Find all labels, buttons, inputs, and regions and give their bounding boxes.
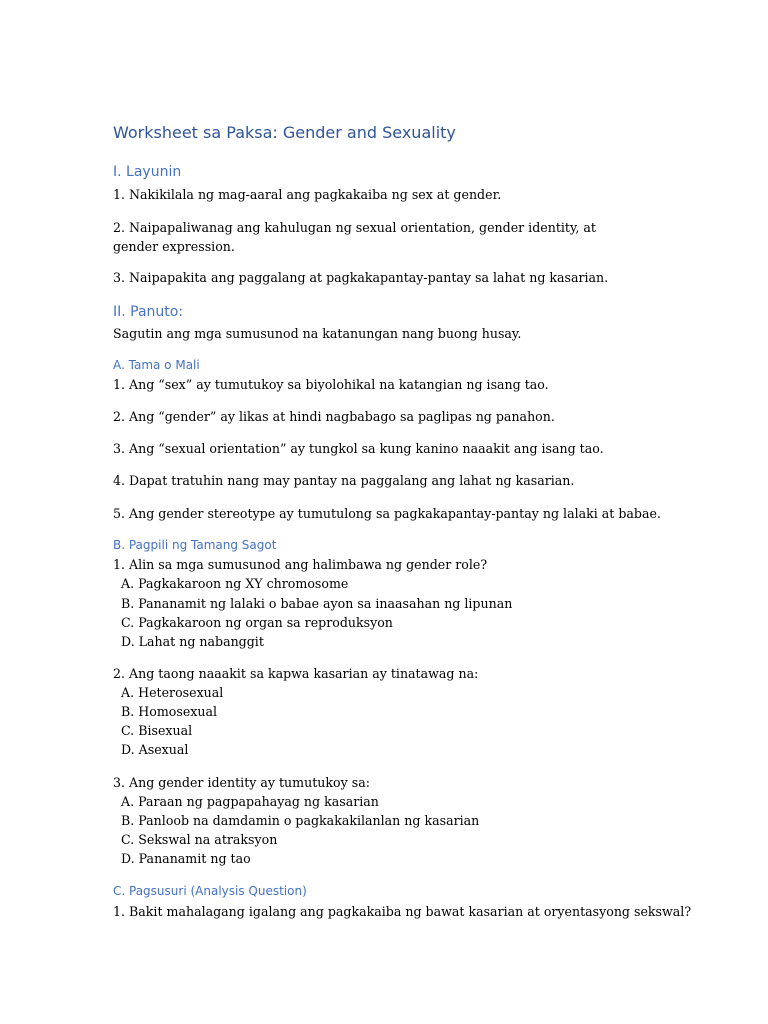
answer-option: C. Sekswal na atraksyon [121,832,278,847]
document-title: Worksheet sa Paksa: Gender and Sexuality [113,123,456,142]
heading-pagpili: B. Pagpili ng Tamang Sagot [113,538,277,552]
question-text: 1. Alin sa mga sumusunod ang halimbawa ng gender role? [113,557,488,572]
panuto-text: Sagutin ang mga sumusunod na katanungan nang buong husay. [113,326,522,341]
answer-option: A. Heterosexual [121,685,224,700]
tama-o-mali-item-3: 3. Ang “sexual orientation” ay tungkol sa kung kanino naaakit ang isang tao. [113,441,604,456]
answer-option: A. Pagkakaroon ng XY chromosome [121,576,349,591]
heading-layunin: I. Layunin [113,164,182,180]
answer-option: D. Lahat ng nabanggit [121,634,264,649]
question-text: 3. Ang gender identity ay tumutukoy sa: [113,775,370,790]
heading-panuto: II. Panuto: [113,304,184,320]
tama-o-mali-item-4: 4. Dapat tratuhin nang may pantay na paggalang ang lahat ng kasarian. [113,473,575,488]
heading-pagsusuri: C. Pagsusuri (Analysis Question) [113,884,307,898]
answer-option: C. Bisexual [121,723,193,738]
tama-o-mali-item-5: 5. Ang gender stereotype ay tumutulong sa pagkakapantay-pantay ng lalaki at babae. [113,506,661,521]
answer-option: B. Homosexual [121,704,218,719]
answer-option: D. Asexual [121,742,189,757]
answer-option: B. Pananamit ng lalaki o babae ayon sa inaasahan ng lipunan [121,596,513,611]
layunin-item-3: 3. Naipapakita ang paggalang at pagkakapantay-pantay sa lahat ng kasarian. [113,270,609,285]
question-text: 2. Ang taong naaakit sa kapwa kasarian ay tinatawag na: [113,666,479,681]
tama-o-mali-item-1: 1. Ang “sex” ay tumutukoy sa biyolohikal na katangian ng isang tao. [113,377,549,392]
layunin-item-2: 2. Naipapaliwanag ang kahulugan ng sexual orientation, gender identity, at gender expression. [113,220,596,254]
tama-o-mali-item-2: 2. Ang “gender” ay likas at hindi nagbabago sa paglipas ng panahon. [113,409,555,424]
answer-option: B. Panloob na damdamin o pagkakakilanlan ng kasarian [121,813,480,828]
pagsusuri-item-1: 1. Bakit mahalagang igalang ang pagkakaiba ng bawat kasarian at oryentasyong sekswal? [113,904,692,919]
layunin-item-1: 1. Nakikilala ng mag-aaral ang pagkakaiba ng sex at gender. [113,187,502,202]
answer-option: A. Paraan ng pagpapahayag ng kasarian [121,794,379,809]
answer-option: C. Pagkakaroon ng organ sa reproduksyon [121,615,393,630]
answer-option: D. Pananamit ng tao [121,851,251,866]
heading-tama-o-mali: A. Tama o Mali [113,358,200,372]
